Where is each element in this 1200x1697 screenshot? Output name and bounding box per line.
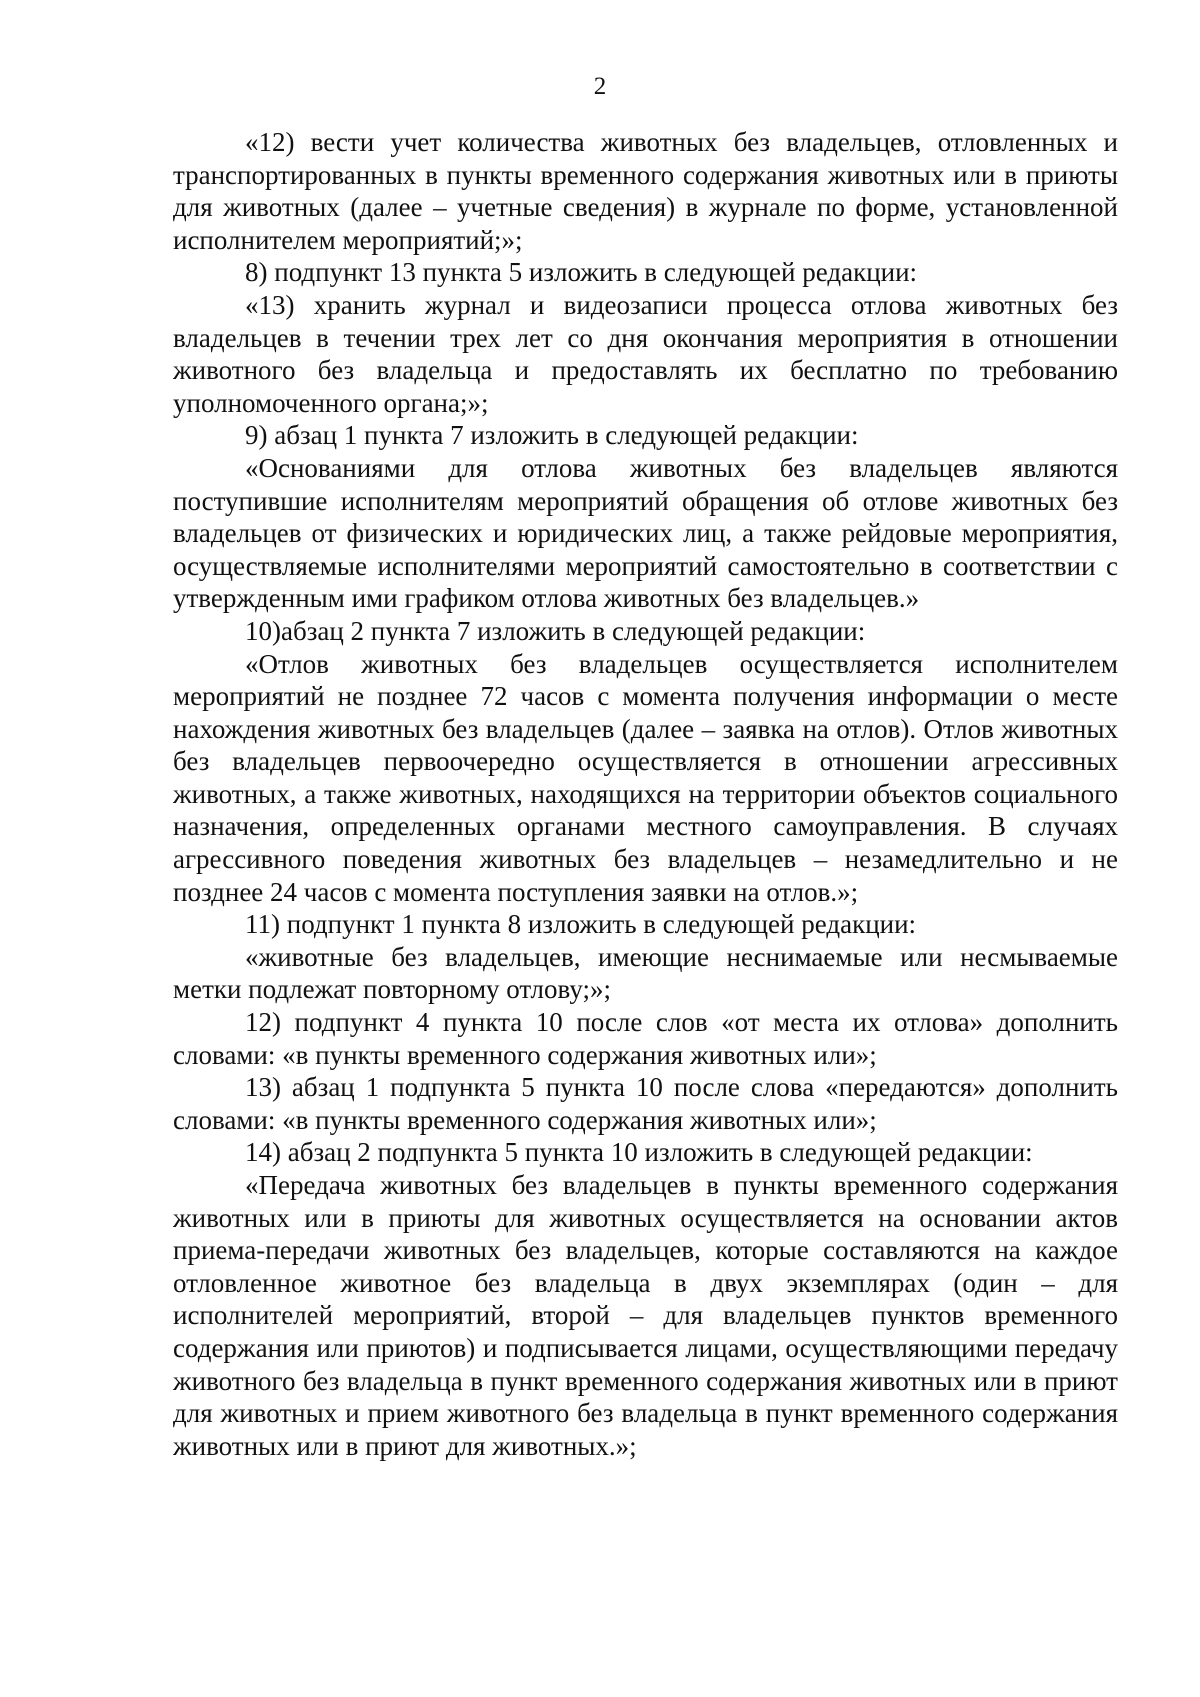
page-number: 2 bbox=[593, 73, 607, 100]
paragraph-amendment-13: 13) абзац 1 подпункта 5 пункта 10 после слова «передаются» дополнить словами: «в пункты временного содержания животных или»; bbox=[173, 1072, 1118, 1135]
paragraph-quote-12: «12) вести учет количества животных без владельцев, отловленных и транспортированных в пункты временного содержания животных или в приюты для животных (далее – учетные сведения) в журнале по форме, установленной исполнителем мероприятий;»; bbox=[173, 127, 1118, 255]
paragraph-amendment-11: 11) подпункт 1 пункта 8 изложить в следующей редакции: bbox=[245, 909, 917, 940]
paragraph-quote-capture: «Отлов животных без владельцев осуществляется исполнителем мероприятий не позднее 72 часов с момента получения информации о месте нахождения животных без владельцев (далее – заявка на отлов). Отлов животных без владельцев первоочередно осуществляется в отношении агрессивных животных, а также животных, находящихся на территории объектов социального назначения, определенных органами местного самоуправления. В случаях агрессивного поведения животных без владельцев – незамедлительно и не позднее 24 часов с момента поступления заявки на отлов.»; bbox=[173, 648, 1118, 907]
paragraph-amendment-12: 12) подпункт 4 пункта 10 после слов «от места их отлова» дополнить словами: «в пункты временного содержания животных или»; bbox=[173, 1007, 1118, 1070]
paragraph-amendment-10: 10)абзац 2 пункта 7 изложить в следующей редакции: bbox=[245, 615, 866, 646]
paragraph-quote-grounds: «Основаниями для отлова животных без владельцев являются поступившие исполнителям мероприятий обращения об отлове животных без владельцев от физических и юридических лиц, а также рейдовые мероприятия, осуществляемые исполнителями мероприятий самостоятельно в соответствии с утвержденным ими графиком отлова животных без владельцев.» bbox=[173, 452, 1118, 614]
paragraph-amendment-8: 8) подпункт 13 пункта 5 изложить в следующей редакции: bbox=[245, 257, 918, 288]
paragraph-quote-marked-animals: «животные без владельцев, имеющие неснимаемые или несмываемые метки подлежат повторному отлову;»; bbox=[173, 941, 1118, 1005]
paragraph-quote-transfer: «Передача животных без владельцев в пункты временного содержания животных или в приюты для животных осуществляется на основании актов приема-передачи животных без владельцев, которые составляются на каждое отловленное животное без владельца в двух экземплярах (один – для исполнителей мероприятий, второй – для владельцев пунктов временного содержания или приютов) и подписывается лицами, осуществляющими передачу животного без владельца в пункт временного содержания животных или в приют для животных и прием животного без владельца в пункт временного содержания животных или в приют для животных.»; bbox=[173, 1170, 1118, 1461]
paragraph-amendment-9: 9) абзац 1 пункта 7 изложить в следующей редакции: bbox=[245, 420, 859, 451]
paragraph-amendment-14: 14) абзац 2 подпункта 5 пункта 10 изложить в следующей редакции: bbox=[245, 1137, 1033, 1168]
document-body bbox=[173, 126, 1118, 1462]
paragraph-quote-13: «13) хранить журнал и видеозаписи процесса отлова животных без владельцев в течении трех лет со дня окончания мероприятия в отношении животного без владельца и предоставлять их бесплатно по требованию уполномоченного органа;»; bbox=[173, 289, 1118, 418]
